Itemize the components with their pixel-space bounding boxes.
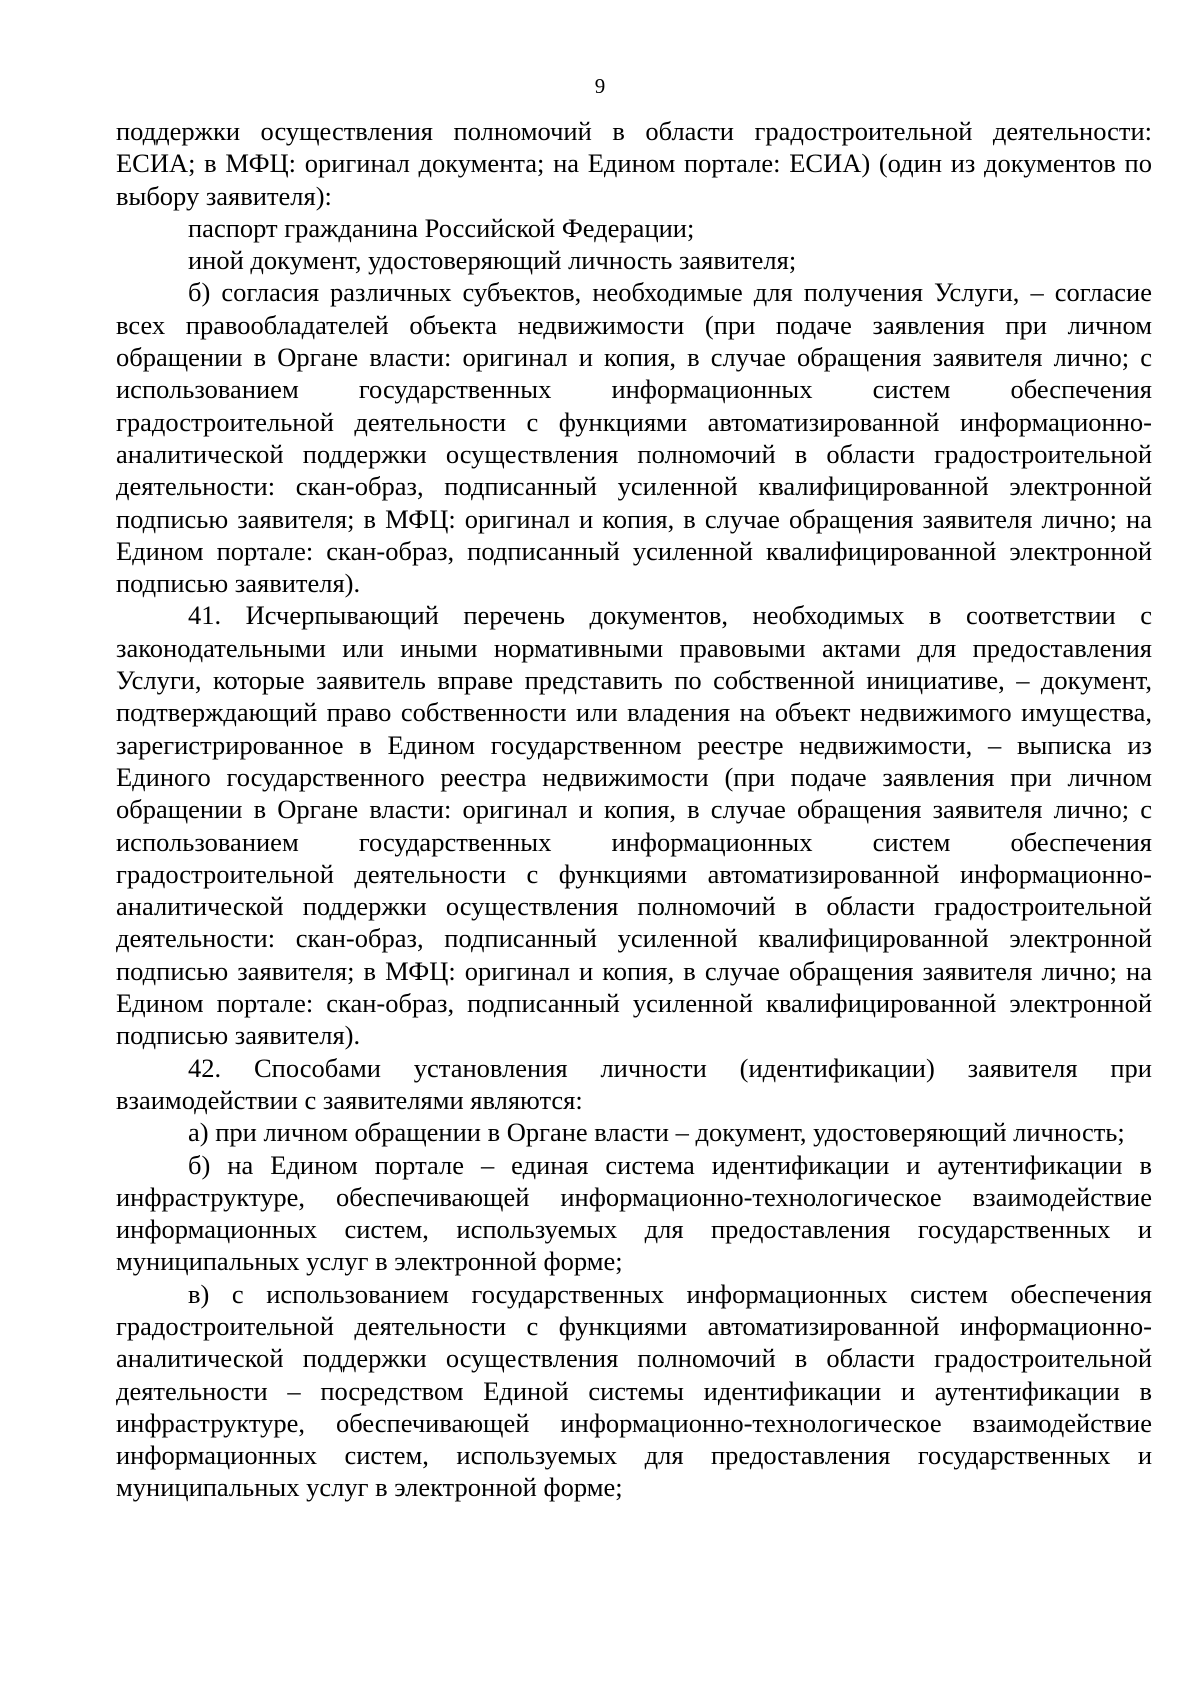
- paragraph-consents: б) согласия различных субъектов, необходимые для получения Услуги, – согласие всех правообладателей объекта недвижимости (при подаче заявления при личном обращении в Органе власти: оригинал и копия, в случае обращения заявителя лично; с использованием государственных информационных систем обеспечения градостроительной деятельности с функциями автоматизированной информационно-аналитической поддержки осуществления полномочий в области градостроительной деятельности: скан-образ, подписанный усиленной квалифицированной электронной подписью заявителя; в МФЦ: оригинал и копия, в случае обращения заявителя лично; на Едином портале: скан-образ, подписанный усиленной квалифицированной электронной подписью заявителя).: [116, 277, 1152, 599]
- document-body: [116, 115, 1152, 1504]
- paragraph-41: 41. Исчерпывающий перечень документов, необходимых в соответствии с законодательными или иными нормативными правовыми актами для предоставления Услуги, которые заявитель вправе представить по собственной инициативе, – документ, подтверждающий право собственности или владения на объект недвижимого имущества, зарегистрированное в Едином государственном реестре недвижимости, – выписка из Единого государственного реестра недвижимости (при подаче заявления при личном обращении в Органе власти: оригинал и копия, в случае обращения заявителя лично; с использованием государственных информационных систем обеспечения градостроительной деятельности с функциями автоматизированной информационно-аналитической поддержки осуществления полномочий в области градостроительной деятельности: скан-образ, подписанный усиленной квалифицированной электронной подписью заявителя; в МФЦ: оригинал и копия, в случае обращения заявителя лично; на Едином портале: скан-образ, подписанный усиленной квалифицированной электронной подписью заявителя).: [116, 600, 1152, 1051]
- paragraph-passport: паспорт гражданина Российской Федерации;: [188, 212, 695, 243]
- paragraph-42: 42. Способами установления личности (идентификации) заявителя при взаимодействии с заявителями являются:: [116, 1052, 1152, 1115]
- paragraph-42b: б) на Едином портале – единая система идентификации и аутентификации в инфраструктуре, обеспечивающей информационно-технологическое взаимодействие информационных систем, используемых для предоставления государственных и муниципальных услуг в электронной форме;: [116, 1149, 1152, 1277]
- paragraph-other-id: иной документ, удостоверяющий личность заявителя;: [188, 245, 797, 276]
- page-number: 9: [594, 74, 606, 98]
- paragraph-continuation: поддержки осуществления полномочий в области градостроительной деятельности: ЕСИА; в МФЦ: оригинал документа; на Едином портале: ЕСИА) (один из документов по выбору заявителя):: [116, 116, 1152, 211]
- paragraph-42a: а) при личном обращении в Органе власти – документ, удостоверяющий личность;: [188, 1117, 1125, 1148]
- paragraph-42c: в) с использованием государственных информационных систем обеспечения градостроительной деятельности с функциями автоматизированной информационно-аналитической поддержки осуществления полномочий в области градостроительной деятельности – посредством Единой системы идентификации и аутентификации в инфраструктуре, обеспечивающей информационно-технологическое взаимодействие информационных систем, используемых для предоставления государственных и муниципальных услуг в электронной форме;: [116, 1278, 1152, 1503]
